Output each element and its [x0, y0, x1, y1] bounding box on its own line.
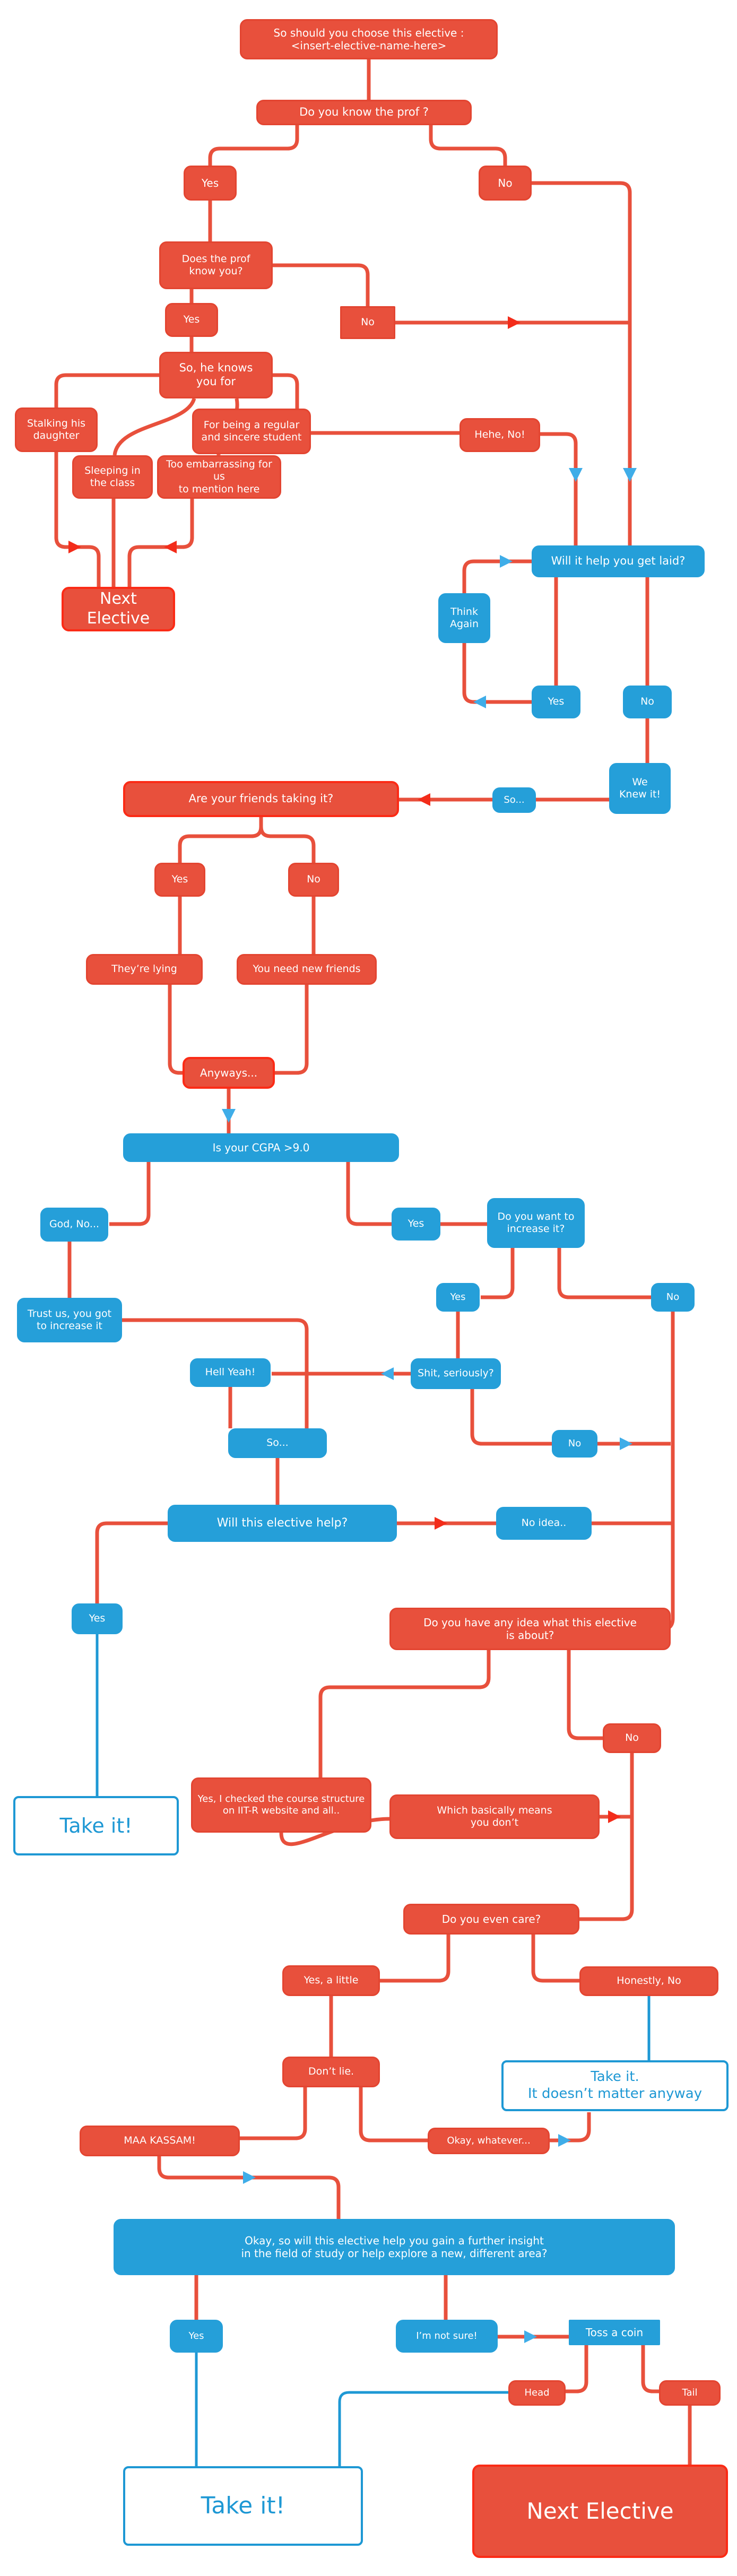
edge-knowprof-no1 [431, 125, 505, 166]
arrow-right-red-stalking [68, 541, 81, 553]
node-next1 [62, 587, 175, 631]
edge-friends-yes4 [180, 817, 261, 863]
arrow-down-blue-no1 [623, 468, 637, 482]
node-label: in the field of study or help explore a new, different area? [241, 2247, 548, 2260]
node-think [438, 593, 490, 643]
node-take-it1 [13, 1796, 179, 1855]
edge-hehe-willlaid [540, 434, 576, 545]
node-label: Do you know the prof ? [299, 106, 429, 119]
node-label: Is your CGPA >9.0 [212, 1141, 310, 1154]
node-no6 [552, 1430, 597, 1458]
node-label: Take it! [59, 1814, 133, 1837]
edge-wantinc-no5 [559, 1248, 651, 1297]
node-label: Will this elective help? [216, 1516, 348, 1530]
node-label: Toss a coin [585, 2326, 644, 2339]
node-tail [659, 2380, 721, 2406]
node-label: Do you have any idea what this elective [423, 1616, 637, 1629]
node-label: <insert-elective-name-here> [291, 39, 447, 52]
node-label: Hell Yeah! [205, 1366, 256, 1378]
node-label: Yes, a little [304, 1974, 359, 1987]
node-label: to increase it [37, 1320, 102, 1332]
node-head [508, 2380, 566, 2406]
node-take-matter [501, 2060, 729, 2111]
node-label: Head [524, 2387, 550, 2399]
node-label: Again [449, 618, 479, 630]
node-label: No [307, 873, 320, 886]
node-yes4 [154, 863, 205, 897]
arrow-left-blue-shit [381, 1367, 394, 1380]
node-knows-for [159, 352, 273, 398]
node-no4 [288, 863, 339, 897]
node-label: Too embarrassing for us [166, 458, 272, 483]
arrow-down-blue-hehe [569, 468, 583, 482]
node-label: No idea.. [521, 1517, 567, 1529]
node-yes5 [392, 1208, 440, 1241]
node-label: So, he knows [179, 361, 253, 375]
node-god-no [40, 1208, 108, 1242]
edge-friends-no4 [261, 817, 314, 863]
node-label: daughter [33, 430, 80, 441]
node-label: Yes, I checked the course structure [197, 1793, 365, 1805]
node-no7 [603, 1723, 661, 1753]
arrow-left-red-embarrassing [164, 541, 177, 553]
node-label: is about? [506, 1629, 554, 1642]
node-label: Yes [188, 2330, 204, 2342]
node-will-help [168, 1505, 397, 1542]
arrow-right-red-no2 [508, 316, 521, 329]
node-yes1 [184, 166, 237, 201]
node-do-about [389, 1608, 671, 1650]
arrow-right-red-noidea [435, 1517, 447, 1530]
edge-docare-honestly [533, 1935, 579, 1981]
node-label: Knew it! [619, 788, 661, 800]
edge-dontlie-maa [240, 2087, 305, 2138]
node-label: Yes [450, 1291, 466, 1303]
node-label: They’re lying [111, 963, 177, 975]
edge-head-takeit2 [340, 2392, 508, 2466]
edge-doabout-yeschecked [320, 1650, 489, 1777]
node-label: know you? [189, 265, 243, 277]
node-shit [411, 1358, 501, 1389]
node-label: Will it help you get laid? [551, 554, 686, 568]
edge-yes3-think [464, 643, 532, 702]
node-maa [80, 2126, 240, 2156]
node-label: Take it! [201, 2492, 285, 2520]
node-label: Tail [682, 2387, 698, 2399]
node-label: For being a regular [203, 419, 300, 431]
node-label: Take it. [591, 2069, 639, 2085]
arrow-right-blue-maa [243, 2171, 256, 2184]
node-take-it2 [123, 2466, 363, 2546]
node-friends [123, 781, 399, 817]
node-label: You need new friends [253, 963, 361, 975]
node-label: So... [266, 1437, 289, 1449]
node-label: Yes [407, 1218, 424, 1230]
edge-docare-yeslittle [380, 1935, 448, 1981]
node-label: So should you choose this elective : [273, 26, 464, 39]
edge-think-willlaid [464, 561, 532, 593]
node-yes-checked [191, 1777, 371, 1833]
node-label: Do you want to [497, 1210, 575, 1222]
node-label: Don’t lie. [308, 2066, 354, 2078]
node-label: Trust us, you got [27, 1307, 112, 1320]
edge-toss-tail [643, 2345, 659, 2391]
node-label: Anyways... [200, 1066, 258, 1079]
node-no2 [340, 306, 395, 339]
node-no5 [651, 1283, 695, 1312]
node-label: Yes [201, 176, 219, 189]
node-label: Shit, seriously? [418, 1367, 494, 1380]
node-label: Yes [171, 873, 188, 886]
node-label: Okay, whatever... [447, 2135, 531, 2147]
edge-lying-anyways [170, 985, 184, 1073]
node-label: It doesn’t matter anyway [527, 2086, 703, 2102]
node-stalking [15, 407, 98, 452]
edge-knowsfor-regular [273, 375, 297, 409]
node-label: Yes [183, 314, 200, 326]
node-label: I’m not sure! [416, 2330, 478, 2342]
arrow-right-blue-whatever [558, 2134, 571, 2147]
node-yes8 [170, 2320, 223, 2353]
edge-no5-doabout [663, 1312, 673, 1629]
node-label: you for [196, 375, 236, 388]
node-trust [17, 1298, 122, 1342]
node-honestly [579, 1966, 718, 1996]
edge-knowsfor-stalking [56, 375, 159, 407]
edge-cgpa-godno [109, 1162, 149, 1224]
node-label: No [625, 1732, 639, 1744]
node-label: and sincere student [201, 431, 302, 443]
edge-toss-head [566, 2345, 586, 2391]
node-yes7 [72, 1603, 123, 1634]
node-label: you don’t [470, 1817, 519, 1828]
node-label: No [666, 1291, 680, 1303]
node-whatever [428, 2128, 550, 2154]
arrow-right-blue-no6 [620, 1437, 632, 1450]
edge-profknow-no2 [273, 265, 368, 306]
node-no1 [479, 166, 532, 201]
node-title [240, 19, 498, 59]
node-know-prof [256, 100, 472, 125]
edge-no1-willlaid [532, 183, 630, 545]
node-label: Honestly, No [617, 1975, 681, 1987]
node-label: Okay, so will this elective help you gain a further insight [245, 2234, 544, 2247]
node-yes2 [165, 303, 218, 337]
node-label: Sleeping in [84, 464, 141, 476]
node-label: No [361, 316, 375, 328]
node-so2 [228, 1428, 327, 1458]
node-label: Does the prof [181, 253, 250, 265]
node-label: We [632, 776, 648, 788]
node-so1 [492, 787, 536, 813]
node-want-inc [487, 1198, 585, 1248]
node-yes-little [282, 1965, 380, 1996]
node-label: Do you even care? [441, 1912, 541, 1926]
node-cgpa [123, 1133, 399, 1162]
node-we-knew [609, 763, 671, 814]
node-prof-know [159, 241, 273, 289]
node-label: Stalking his [27, 417, 86, 429]
edge-whatever-takematter [550, 2112, 589, 2140]
node-label: Are your friends taking it? [188, 792, 334, 805]
edge-knowprof-yes1 [210, 125, 297, 166]
node-regular [192, 409, 311, 454]
edge-embarrassing-next1 [129, 499, 192, 587]
node-yes3 [532, 686, 580, 718]
node-label: increase it? [507, 1223, 565, 1235]
node-label: No [640, 696, 654, 708]
node-anyways [183, 1057, 275, 1089]
arrow-right-red-whichmeans [608, 1810, 621, 1823]
node-label: Next Elective [86, 589, 150, 628]
node-label: No [568, 1438, 582, 1450]
node-hehe [459, 418, 540, 452]
edge-willhelp-yes7 [97, 1523, 168, 1603]
node-label: Hehe, No! [474, 429, 525, 441]
node-hell-yeah [190, 1358, 271, 1387]
arrow-left-red-friends [418, 793, 430, 806]
edge-cgpa-yes5 [348, 1162, 392, 1224]
node-label: God, No... [49, 1218, 100, 1230]
edge-knowsfor-sleeping [115, 398, 194, 455]
node-will-laid [532, 545, 705, 577]
node-label: MAA KASSAM! [124, 2135, 196, 2147]
arrow-right-blue-notsure [524, 2330, 537, 2343]
node-label: to mention here [178, 483, 260, 495]
node-label: on IIT-R website and all.. [222, 1805, 340, 1816]
node-no-idea [496, 1507, 592, 1540]
node-dont-lie [282, 2057, 380, 2087]
node-label: No [498, 176, 513, 189]
arrow-left-blue-yes3 [473, 696, 486, 708]
node-label: the class [90, 477, 135, 489]
node-new-friends [237, 954, 377, 985]
node-yes6 [436, 1283, 480, 1312]
node-embarrassing [157, 455, 281, 499]
node-lying [86, 954, 203, 985]
node-label: Think [450, 605, 478, 618]
node-label: Yes [89, 1612, 106, 1625]
edge-newfriends-anyways [274, 985, 307, 1073]
node-do-care [403, 1904, 579, 1935]
node-no3 [623, 686, 672, 718]
node-not-sure [396, 2320, 498, 2353]
edge-shit-no6 [472, 1389, 552, 1444]
node-which-means [389, 1794, 600, 1839]
node-okay-so [114, 2219, 675, 2275]
edge-maa-okayso [159, 2156, 339, 2219]
node-label: Yes [548, 696, 565, 708]
node-label: So... [504, 794, 525, 806]
node-toss [569, 2320, 660, 2345]
node-next2 [472, 2465, 728, 2558]
node-label: Next Elective [526, 2498, 674, 2525]
node-label: Which basically means [437, 1804, 552, 1816]
arrow-down-blue-anyways [222, 1109, 236, 1123]
node-sleeping [72, 455, 153, 499]
edge-wantinc-yes6 [481, 1248, 513, 1297]
edge-doabout-no7 [569, 1650, 603, 1738]
edge-dontlie-whatever [361, 2087, 428, 2140]
arrow-right-blue-think [500, 555, 513, 568]
